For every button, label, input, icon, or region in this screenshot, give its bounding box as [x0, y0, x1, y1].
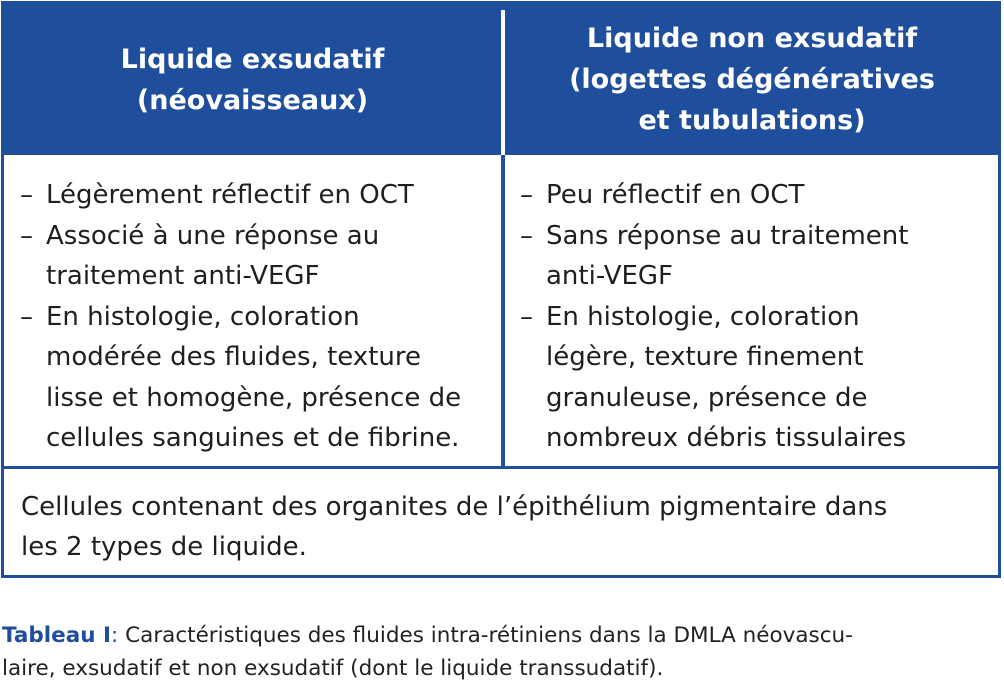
bullet-dash: –: [20, 220, 33, 251]
header-exudative-line-2: (néovaisseaux): [136, 84, 369, 116]
header-column-divider: [501, 10, 505, 155]
list-item-text: cellules sanguines et de fibrine.: [46, 423, 460, 453]
list-item-text: En histologie, coloration: [46, 301, 360, 332]
list-item-text: Légèrement réflectif en OCT: [46, 180, 414, 210]
list-item: [20, 175, 492, 216]
table-header-row: [4, 4, 998, 155]
non-exudative-characteristics-cell: [520, 175, 990, 459]
header-exudative: [4, 4, 501, 155]
list-item-text: nombreux débris tissulaires: [546, 423, 907, 453]
header-non-exudative: [506, 4, 998, 155]
bullet-dash: –: [20, 180, 33, 210]
list-item-text: En histologie, coloration: [546, 301, 860, 332]
bullet-dash: –: [520, 220, 533, 251]
caption-text-line-2: laire, exsudatif et non exsudatif (dont le liquide transsudatif).: [2, 656, 664, 681]
characteristics-table: [1, 1, 1001, 578]
footer-line-2: les 2 types de liquide.: [21, 532, 307, 562]
list-item-text: Peu réflectif en OCT: [546, 180, 805, 210]
header-non-exudative-line-2: (logettes dégénératives: [569, 64, 935, 95]
footer-row-divider: [4, 466, 998, 469]
list-item-text: anti-VEGF: [546, 261, 674, 291]
bullet-dash: –: [520, 180, 533, 210]
list-item-text: Sans réponse au traitement: [546, 220, 909, 251]
caption-colon: :: [111, 623, 119, 648]
list-item: [20, 297, 492, 459]
list-item-text: modérée des fluides, texture: [46, 342, 421, 372]
bullet-dash: –: [520, 301, 533, 332]
list-item-text: Associé à une réponse au: [46, 220, 380, 251]
list-item-text: légère, texture finement: [546, 342, 864, 372]
header-non-exudative-line-1: Liquide non exsudatif: [586, 23, 918, 54]
list-item: [520, 297, 990, 459]
list-item: [520, 175, 990, 216]
list-item-text: traitement anti-VEGF: [46, 261, 320, 291]
caption-text-line-1: Caractéristiques des fluides intra-rétiniens dans la DMLA néovascu-: [118, 623, 853, 648]
list-item-text: granuleuse, présence de: [546, 382, 868, 413]
header-non-exudative-line-3: et tubulations): [638, 105, 866, 136]
list-item: [520, 216, 990, 297]
table-caption: [2, 619, 1002, 685]
header-exudative-line-1: Liquide exsudatif: [120, 43, 385, 75]
shared-characteristic-cell: [21, 487, 981, 567]
exudative-characteristics-cell: [20, 175, 492, 459]
body-column-divider: [501, 155, 505, 466]
caption-label: Tableau I: [2, 623, 112, 648]
footer-line-1: Cellules contenant des organites de l’épithélium pigmentaire dans: [21, 492, 888, 522]
list-item-text: lisse et homogène, présence de: [46, 382, 462, 413]
bullet-dash: –: [20, 301, 33, 332]
list-item: [20, 216, 492, 297]
